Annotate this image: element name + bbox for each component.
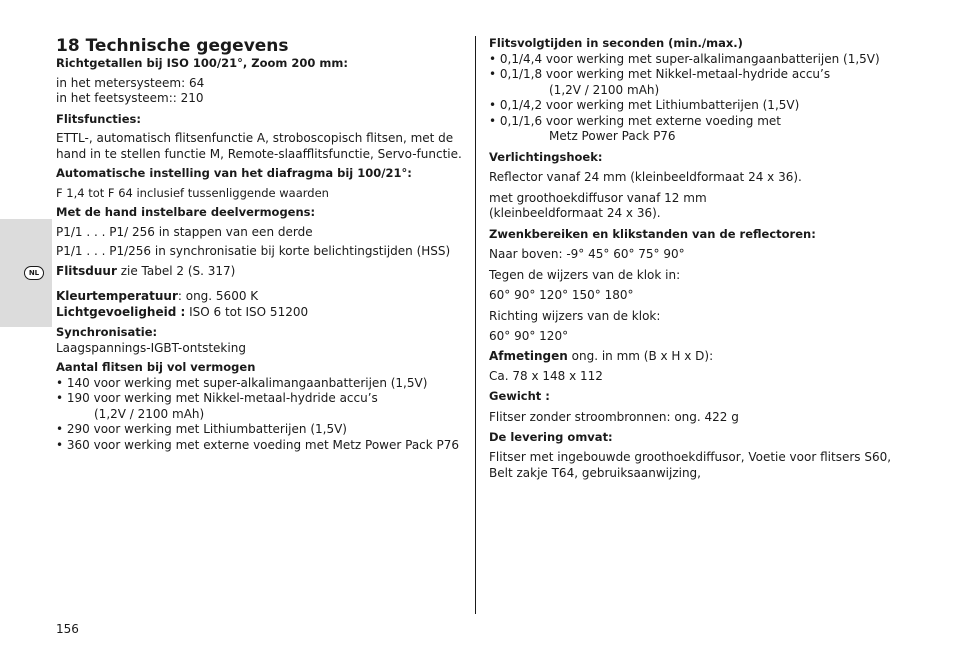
verlichtingshoek-line: Reflector vanaf 24 mm (kleinbeeldformaat 24 x 36). — [489, 170, 802, 184]
levering-line: Belt zakje T64, gebruiksaanwijzing, — [489, 465, 701, 480]
synchronisatie-line: Laagspannings-IGBT-ontsteking — [56, 340, 246, 355]
zwenkbereiken-line: 60° 90° 120° 150° 180° — [489, 288, 634, 302]
verlichtingshoek-line: (kleinbeeldformaat 24 x 36). — [489, 206, 661, 220]
afmetingen-value: Ca. 78 x 148 x 112 — [489, 369, 603, 383]
lichtgevoeligheid-text: ISO 6 tot ISO 51200 — [185, 304, 309, 319]
levering-line: Flitser met ingebouwde groothoekdiffusor, Voetie voor flitsers S60, — [489, 450, 892, 464]
flitsduur-text: zie Tabel 2 (S. 317) — [116, 263, 236, 278]
list-item: • 190 voor werking met Nikkel-metaal-hydride accu’s (1,2V / 2100 mAh) — [56, 391, 378, 421]
afmetingen-line — [489, 349, 909, 365]
list-item: • 0,1/1,6 voor werking met externe voeding met Metz Power Pack P76 — [489, 113, 781, 143]
flitsvolgtijden-heading: Flitsvolgtijden in seconden (min./max.) — [489, 36, 743, 50]
right-column — [489, 36, 909, 481]
page-number: 156 — [56, 622, 79, 636]
deelvermogens-line: P1/1 . . . P1/ 256 in stappen van een derde — [56, 224, 313, 239]
list-item: • 0,1/1,8 voor werking met Nikkel-metaal-hydride accu’s (1,2V / 2100 mAh) — [489, 67, 831, 97]
kleurtemperatuur-line — [56, 289, 466, 305]
list-item: • 0,1/4,4 voor werking met super-alkalimangaanbatterijen (1,5V) — [489, 51, 880, 66]
gewicht-line: Flitser zonder stroombronnen: ong. 422 g — [489, 410, 739, 424]
list-item: • 360 voor werking met externe voeding met Metz Power Pack P76 — [56, 437, 460, 452]
lichtgevoeligheid-line — [56, 305, 466, 321]
flitsfuncties-line: hand in te stellen functie M, Remote-slaafflitsfunctie, Servo-functie. — [56, 146, 462, 161]
afmetingen-text: ong. in mm (B x H x D): — [567, 348, 714, 363]
deelvermogens-heading: Met de hand instelbare deelvermogens: — [56, 205, 316, 219]
list-item: • 290 voor werking met Lithiumbatterijen (1,5V) — [56, 422, 347, 436]
zwenkbereiken-line: Richting wijzers van de klok: — [489, 308, 661, 323]
kleurtemperatuur-label: Kleurtemperatuur — [56, 289, 178, 303]
verlichtingshoek-line: met groothoekdiffusor vanaf 12 mm — [489, 190, 707, 205]
levering-heading: De levering omvat: — [489, 429, 613, 444]
zwenkbereiken-line: Tegen de wijzers van de klok in: — [489, 267, 681, 282]
automatische-line: F 1,4 tot F 64 inclusief tussenliggende waarden — [56, 185, 329, 200]
flitsduur-label: Flitsduur — [56, 263, 117, 278]
kleurtemperatuur-text: : ong. 5600 K — [177, 289, 259, 303]
afmetingen-label: Afmetingen — [489, 348, 568, 363]
flitsfuncties-heading: Flitsfuncties: — [56, 111, 141, 126]
zwenkbereiken-heading: Zwenkbereiken en klikstanden van de reflectoren: — [489, 226, 816, 241]
page-title: 18 Technische gegevens — [56, 36, 289, 56]
zwenkbereiken-line: 60° 90° 120° — [489, 329, 569, 343]
richtgetallen-line: in het metersysteem: 64 — [56, 75, 205, 90]
verlichtingshoek-heading: Verlichtingshoek: — [489, 149, 603, 164]
list-item: • 140 voor werking met super-alkalimangaanbatterijen (1,5V) — [56, 375, 428, 390]
richtgetallen-heading: Richtgetallen bij ISO 100/21°, Zoom 200 mm: — [56, 56, 348, 70]
richtgetallen-line: in het feetsysteem:: 210 — [56, 91, 204, 105]
automatische-heading: Automatische instelling van het diafragma bij 100/21°: — [56, 166, 412, 180]
left-column — [56, 36, 466, 453]
lichtgevoeligheid-label: Lichtgevoeligheid : — [56, 304, 186, 319]
zwenkbereiken-line: Naar boven: -9° 45° 60° 75° 90° — [489, 247, 685, 261]
flitsduur-line — [56, 264, 466, 280]
synchronisatie-heading: Synchronisatie: — [56, 325, 158, 339]
list-item: • 0,1/4,2 voor werking met Lithiumbatterijen (1,5V) — [489, 98, 800, 112]
gewicht-heading: Gewicht : — [489, 388, 550, 403]
column-divider — [475, 36, 476, 614]
aantal-flitsen-heading: Aantal flitsen bij vol vermogen — [56, 360, 256, 374]
flitsfuncties-line: ETTL-, automatisch flitsenfunctie A, stroboscopisch flitsen, met de — [56, 131, 454, 145]
language-badge: NL — [24, 266, 44, 280]
deelvermogens-line: P1/1 . . . P1/256 in synchronisatie bij korte belichtingstijden (HSS) — [56, 244, 451, 258]
